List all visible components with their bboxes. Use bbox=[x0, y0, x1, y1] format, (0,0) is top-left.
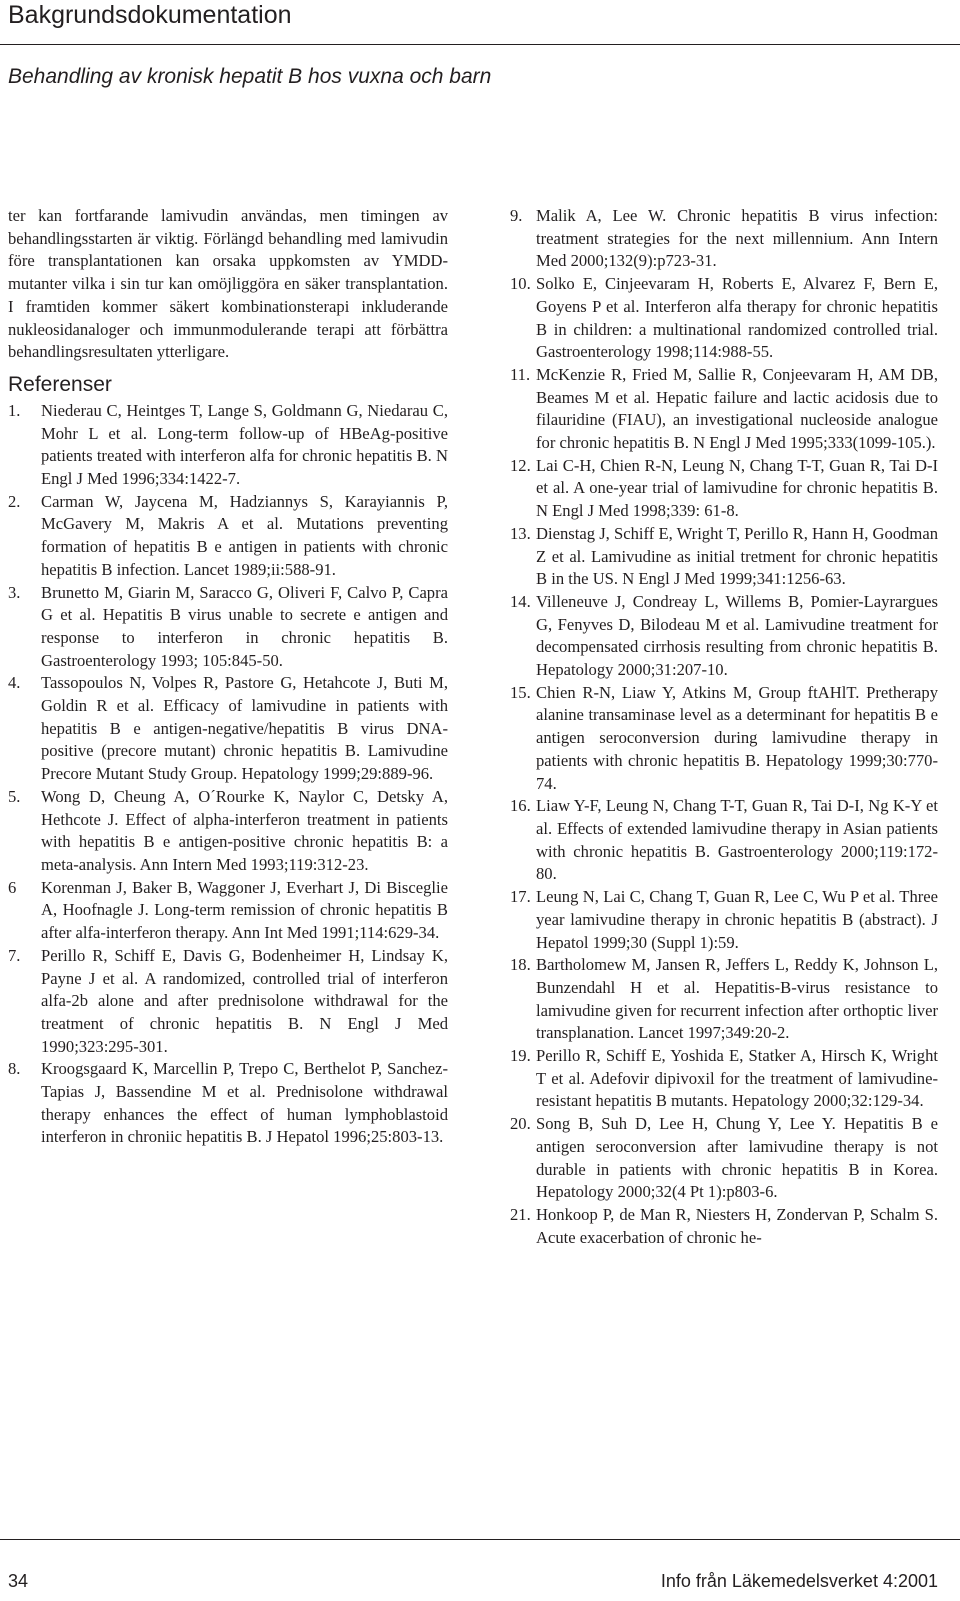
reference-number: 1. bbox=[8, 400, 21, 420]
right-column bbox=[510, 205, 938, 1249]
reference-text: Dienstag J, Schiff E, Wright T, Perillo R, Hann H, Goodman Z et al. Lamivudine as initial tretment for chronic hepatitis B in the US. N Engl J Med 1999;341:1256-63. bbox=[536, 523, 938, 589]
reference-list-right bbox=[510, 205, 938, 1249]
reference-number: 14. bbox=[510, 591, 531, 611]
reference-item bbox=[510, 364, 938, 455]
reference-item bbox=[510, 273, 938, 364]
reference-item bbox=[510, 523, 938, 591]
header-subtitle: Behandling av kronisk hepatit B hos vuxna och barn bbox=[8, 65, 492, 88]
reference-text: Bartholomew M, Jansen R, Jeffers L, Reddy K, Johnson L, Bunzendahl H et al. Hepatitis-B-virus resistance to lamivudine given for recurrent infection after orthoptic liver transplanation. Lancet 1997;349:20-2. bbox=[536, 955, 938, 1043]
reference-text: Perillo R, Schiff E, Davis G, Bodenheimer H, Lindsay K, Payne J et al. A randomized, controlled trial of interferon alfa-2b alone and after prednisolone withdrawal for the treatment of chronic hepatitis B. N Engl J Med 1990;323:295-301. bbox=[41, 945, 448, 1056]
reference-item bbox=[510, 455, 938, 523]
reference-item bbox=[8, 400, 448, 491]
reference-text: Chien R-N, Liaw Y, Atkins M, Group ftAHlT. Pretherapy alanine transaminase level as a determinant for hepatitis B e antigen seroconversion during lamivudine therapy in patients with chronic hepatitis B. Hepatology 1999;30:770-74. bbox=[536, 682, 938, 793]
reference-item bbox=[510, 1045, 938, 1113]
reference-text: Niederau C, Heintges T, Lange S, Goldmann G, Niedarau C, Mohr L et al. Long-term follow-up of HBeAg-positive patients treated with interferon alfa for chronic hepatitis B. N Engl J Med 1996;334:1422-7. bbox=[41, 400, 448, 489]
reference-item bbox=[510, 954, 938, 1045]
reference-number: 2. bbox=[8, 491, 21, 511]
reference-text: Honkoop P, de Man R, Niesters H, Zondervan P, Schalm S. Acute exacerbation of chronic he- bbox=[536, 1204, 938, 1247]
reference-text: Song B, Suh D, Lee H, Chung Y, Lee Y. Hepatitis B e antigen seroconversion after lamivudine therapy is not durable in patients with chronic hepatitis B in Korea. Hepatology 2000;32(4 Pt 1):p803-6. bbox=[536, 1114, 938, 1202]
references-heading: Referenser bbox=[8, 372, 112, 396]
footer-rule bbox=[0, 1539, 960, 1540]
reference-number: 4. bbox=[8, 673, 21, 693]
reference-text: Tassopoulos N, Volpes R, Pastore G, Hetahcote J, Buti M, Goldin R et al. Efficacy of lamivudine in patients with hepatitis B e antigen-negative/hepatitis B virus DNA-positive (precore mutant) chronic hepatitis B. Lamivudine Precore Mutant Study Group. Hepatology 1999;29:889-96. bbox=[41, 673, 448, 784]
reference-item bbox=[8, 672, 448, 786]
reference-text: Brunetto M, Giarin M, Saracco G, Oliveri F, Calvo P, Capra G et al. Hepatitis B virus unable to secrete e antigen and response to interferon in chronic hepatitis B. Gastroenterology 1993; 105:845-50. bbox=[41, 582, 448, 670]
reference-number: 20. bbox=[510, 1114, 531, 1134]
header-rule bbox=[0, 44, 960, 45]
reference-text: Leung N, Lai C, Chang T, Guan R, Lee C, Wu P et al. Three year lamivudine therapy in chronic hepatitis B (abstract). J Hepatol 1999;30 (Suppl 1):59. bbox=[536, 887, 938, 952]
reference-number: 7. bbox=[8, 945, 21, 965]
reference-number: 13. bbox=[510, 523, 531, 543]
reference-item bbox=[8, 491, 448, 582]
reference-item bbox=[510, 1113, 938, 1204]
reference-item bbox=[510, 795, 938, 886]
reference-text: McKenzie R, Fried M, Sallie R, Conjeevaram H, AM DB, Beames M et al. Hepatic failure and lactic acidosis due to filauridine (FIAU), an investigational nucleoside analogue for chronic hepatitis B. N Engl J Med 1995;333(1099-105.). bbox=[536, 364, 938, 453]
reference-item bbox=[8, 786, 448, 877]
reference-text: Kroogsgaard K, Marcellin P, Trepo C, Berthelot P, Sanchez-Tapias J, Bassendine M et al. Prednisolone withdrawal therapy enhances the effect of human lymphoblastoid interferon in chroniic hepatitis B. J Hepatol 1996;25:803-13. bbox=[41, 1059, 448, 1147]
reference-item bbox=[510, 591, 938, 682]
reference-number: 5. bbox=[8, 786, 21, 806]
reference-text: Carman W, Jaycena M, Hadziannys S, Karayiannis P, McGavery M, Makris A et al. Mutations preventing formation of hepatitis B e antigen in patients with chronic hepatitis B infection. Lancet 1989;ii:588-91. bbox=[41, 491, 448, 579]
reference-number: 6 bbox=[8, 877, 17, 897]
reference-item bbox=[510, 682, 938, 796]
left-column bbox=[8, 205, 448, 1149]
reference-item bbox=[8, 582, 448, 673]
reference-item bbox=[8, 877, 448, 945]
reference-number: 12. bbox=[510, 455, 531, 475]
reference-item bbox=[510, 886, 938, 954]
reference-text: Solko E, Cinjeevaram H, Roberts E, Alvarez F, Bern E, Goyens P et al. Interferon alfa therapy for chronic hepatitis B in children: a multinational randomized controlled trial. Gastroenterology 1998;114:988-55. bbox=[536, 274, 938, 362]
reference-text: Villeneuve J, Condreay L, Willems B, Pomier-Layrargues G, Fenyves D, Bilodeau M et al. Lamivudine treatment for decompensated cirrhosis resulting from chronic hepatitis B. Hepatology 2000;31:207-10. bbox=[536, 591, 938, 680]
publication-name: Info från Läkemedelsverket 4:2001 bbox=[660, 1571, 938, 1591]
reference-number: 19. bbox=[510, 1046, 531, 1066]
reference-number: 15. bbox=[510, 682, 531, 702]
reference-text: Liaw Y-F, Leung N, Chang T-T, Guan R, Tai D-I, Ng K-Y et al. Effects of extended lamivudine therapy in Asian patients with chronic hepatitis B. Gastroenterology 2000;119:172-80. bbox=[536, 796, 938, 884]
reference-number: 21. bbox=[510, 1204, 531, 1224]
reference-number: 9. bbox=[510, 206, 523, 225]
reference-item bbox=[510, 205, 938, 273]
reference-number: 3. bbox=[8, 582, 21, 602]
reference-text: Perillo R, Schiff E, Yoshida E, Statker A, Hirsch K, Wright T et al. Adefovir dipivoxil for the treatment of lamivudine-resistant hepatitis B mutants. Hepatology 2000;32:129-34. bbox=[536, 1046, 938, 1111]
reference-number: 17. bbox=[510, 887, 531, 907]
reference-text: Korenman J, Baker B, Waggoner J, Everhart J, Di Bisceglie A, Hoofnagle J. Long-term remission of chronic hepatitis B after alfa-interferon therapy. Ann Int Med 1991;114:629-34. bbox=[41, 877, 448, 943]
reference-text: Lai C-H, Chien R-N, Leung N, Chang T-T, Guan R, Tai D-I et al. A one-year trial of lamivudine for chronic hepatitis B. N Engl J Med 1998;339: 61-8. bbox=[536, 455, 938, 521]
reference-item bbox=[510, 1204, 938, 1249]
reference-list-left bbox=[8, 400, 448, 1149]
header-title: Bakgrundsdokumentation bbox=[8, 1, 292, 29]
reference-text: Wong D, Cheung A, O´Rourke K, Naylor C, Detsky A, Hethcote J. Effect of alpha-interferon treatment in patients with hepatitis B e antigen-positive chronic hepatitis B: a meta-analysis. Ann Intern Med 1993;119:312-23. bbox=[41, 786, 448, 874]
reference-number: 10. bbox=[510, 274, 531, 294]
body-paragraph: ter kan fortfarande lamivudin användas, men timingen av behandlingsstarten är viktig. Förlängd behandling med lamivudin före transplantationen kan orsaka uppkomsten av YMDD-mutanter vilka i sin tur kan omöjliggöra en säker transplantation. I framtiden kommer säkert kombinationsterapi inkluderande nukleosidanaloger och immunmodulerande terapi att förbättra behandlingsresultaten ytterligare. bbox=[8, 206, 448, 362]
page-number: 34 bbox=[8, 1571, 29, 1591]
reference-item bbox=[8, 945, 448, 1059]
reference-text: Malik A, Lee W. Chronic hepatitis B virus infection: treatment strategies for the next millennium. Ann Intern Med 2000;132(9):p723-31. bbox=[536, 206, 938, 271]
reference-item bbox=[8, 1058, 448, 1149]
reference-number: 18. bbox=[510, 955, 531, 975]
reference-number: 11. bbox=[510, 364, 531, 384]
reference-number: 8. bbox=[8, 1059, 21, 1079]
reference-number: 16. bbox=[510, 796, 531, 816]
